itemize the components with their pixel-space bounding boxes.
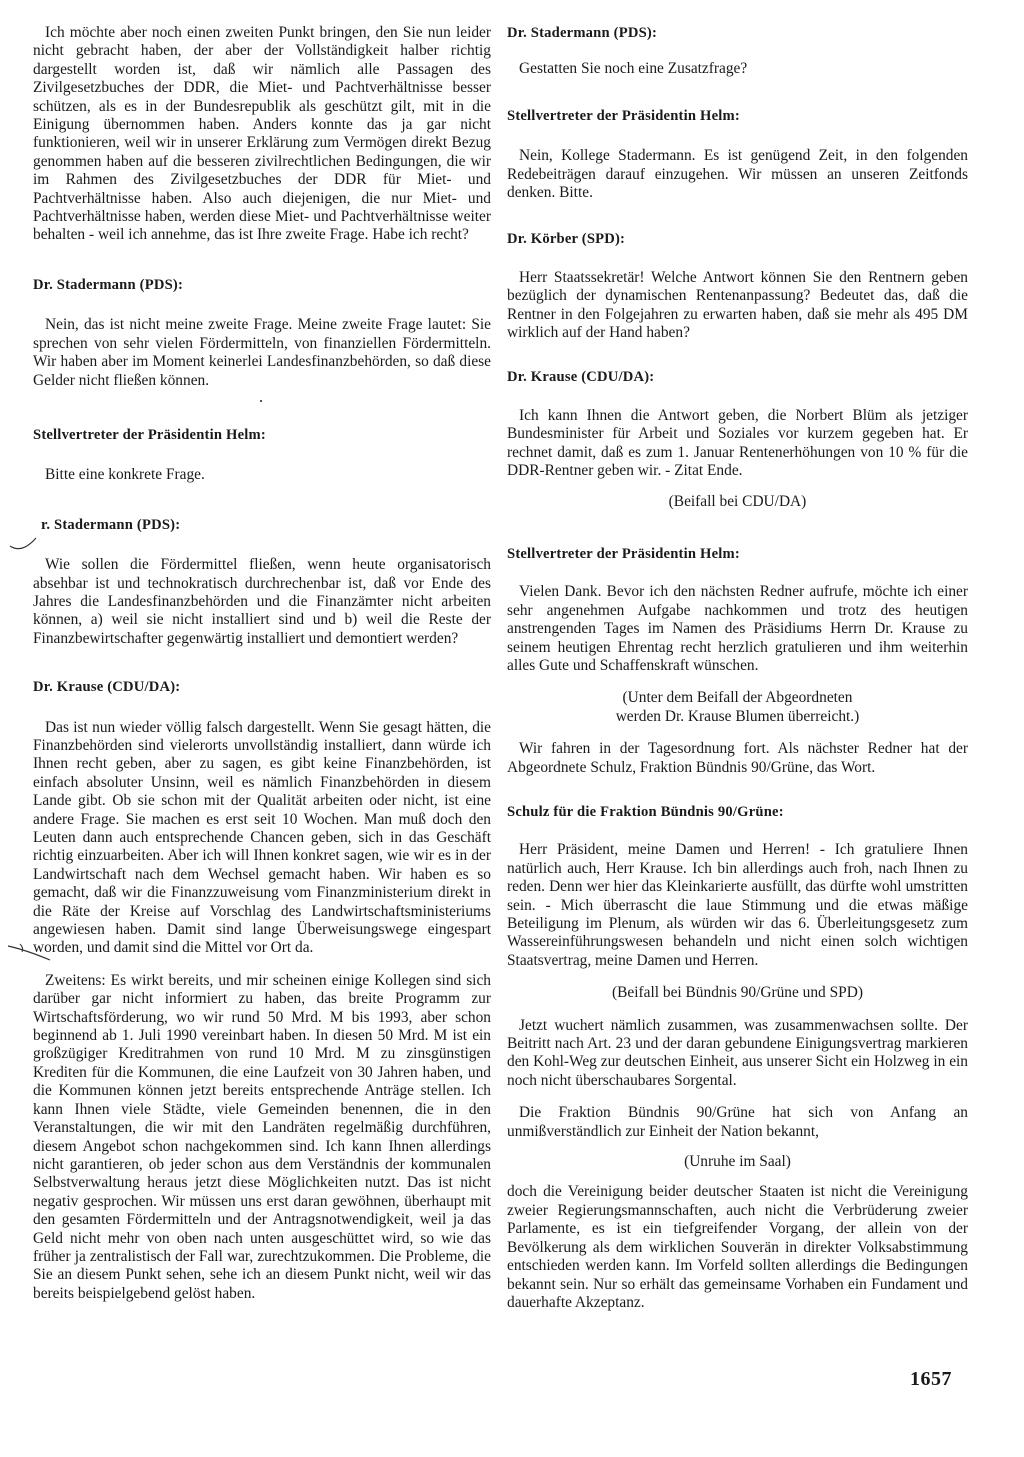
- right-column: [507, 24, 968, 1312]
- paragraph: Herr Präsident, meine Damen und Herren! - Ich gratuliere Ihnen natürlich auch, Herr Krause. Ich bin allerdings auch froh, nach Ihnen zu reden. Denn wer hier das Kleinkarierte ausfüllt, das dürfte wohl umstritten sein. - Mich überrascht die laue Stimmung und die etwas mäßige Beteiligung im Plenum, als würden wir das 6. Überleitungsgesetz zum Wassereinführungswesen behandeln und nicht einen solch wichtigen Staatsvertrag, meine Damen und Herren.: [507, 841, 968, 969]
- speaker-heading: Dr. Krause (CDU/DA):: [33, 679, 181, 696]
- paragraph: Herr Staatssekretär! Welche Antwort können Sie den Rentnern geben bezüglich der dynamischen Rentenanpassung? Bedeutet das, daß die Rentner in den Folgejahren zu erwarten haben, daß sie mehr als 495 DM wirklich auf der Hand haben?: [507, 268, 968, 342]
- paragraph: Das ist nun wieder völlig falsch dargestellt. Wenn Sie gesagt hätten, die Finanzbehörden sind vielerorts unvollständig installiert, dann würde ich Ihnen recht geben, aber zu sagen, es gibt keine Finanzbehörden, ist einfach absoluter Unsinn, weil es nämlich Finanzbehörden in diesem Lande gibt. Ob sie schon mit der Qualität arbeiten oder nicht, ist eine andere Frage. Sie machen es erst seit 10 Wochen. Man muß doch den Leuten dann auch entsprechende Chancen geben, sich in das Geschäft richtig einzuarbeiten. Aber ich will Ihnen konkret sagen, wie wir es in der Landwirtschaft nach dem Wechsel gemacht haben. Wir haben es so gemacht, daß wir die Finanzzuweisung vom Finanzministerium direkt in die Räte der Kreise auf Vorschlag des Landwirtschaftsministeriums angewiesen haben. Damit sind lange Überweisungswege eingespart worden, und damit sind die Mittel vor Ort da.: [33, 718, 491, 957]
- speck: [260, 400, 262, 402]
- left-column: [33, 24, 491, 1303]
- pen-mark-icon: [6, 942, 52, 964]
- stage-direction: werden Dr. Krause Blumen überreicht.): [615, 707, 860, 725]
- speaker-heading: Schulz für die Fraktion Bündnis 90/Grüne:: [507, 803, 784, 820]
- paragraph: Wir fahren in der Tagesordnung fort. Als nächster Redner hat der Abgeordnete Schulz, Fraktion Bündnis 90/Grüne, das Wort.: [507, 740, 968, 776]
- speaker-heading: Dr. Krause (CDU/DA):: [507, 369, 655, 386]
- speaker-heading: r. Stadermann (PDS):: [41, 516, 181, 533]
- paragraph: Nein, Kollege Stadermann. Es ist genügend Zeit, in den folgenden Redebeiträgen darauf einzugehen. Wir müssen an unseren Zeitfonds denken. Bitte.: [507, 147, 968, 202]
- paragraph: Wie sollen die Fördermittel fließen, wenn heute organisatorisch absehbar ist und technokratisch durchrechenbar ist, daß vor Ende des Jahres die Landesfinanzbehörden und die Finanzämter nicht arbeiten können, a) weil sie nicht installiert sind und b) weil die Reste der Finanzbewirtschafter gegenwärtig installiert und demontiert werden?: [33, 556, 491, 647]
- page-number: 1657: [910, 1368, 952, 1390]
- stage-direction: (Beifall bei CDU/DA): [668, 492, 807, 510]
- paragraph: Jetzt wuchert nämlich zusammen, was zusammenwachsen sollte. Der Beitritt nach Art. 23 und der daran gebundene Einigungsvertrag markieren den Kohl-Weg zur deutschen Einheit, aus unserer Sicht ein Holzweg in ein noch nicht überschaubares Sorgental.: [507, 1016, 968, 1089]
- stage-direction: (Unter dem Beifall der Abgeordneten: [622, 689, 853, 707]
- speaker-heading: Dr. Stadermann (PDS):: [33, 276, 184, 293]
- paragraph: Ich kann Ihnen die Antwort geben, die Norbert Blüm als jetziger Bundesminister für Arbeit und Soziales vor kurzem gegeben hat. Er rechnet damit, daß es zum 1. Januar Rentenerhöhungen von 10 % für die DDR-Rentner geben wir. - Zitat Ende.: [507, 406, 968, 480]
- paragraph: doch die Vereinigung beider deutscher Staaten ist nicht die Vereinigung zweier Regierungsmannschaften, auch nicht die Verbrüderung zweier Parlamente, es ist ein tiefgreifender Vorgang, der allein von der Bevölkerung als dem wirklichen Souverän in direkter Volksabstimmung entschieden werden kann. Im Vorfeld sollten allerdings die Bedingungen bekannt sein. Nur so erhält das gemeinsame Vorhaben ein Fundament und dauerhafte Akzeptanz.: [507, 1183, 968, 1311]
- paragraph: Zweitens: Es wirkt bereits, und mir scheinen einige Kollegen sind sich darüber gar nicht informiert zu haben, das breite Programm zur Wirtschaftsförderung, wo wir rund 50 Mrd. M bis 1993, aber schon beginnend ab 1. Juli 1990 vereinbart haben. In diesen 50 Mrd. M ist ein großzügiger Kreditrahmen von rund 10 Mrd. M zu zinsgünstigen Krediten für die Kommunen, die eine Laufzeit von 30 Jahren haben, und die Kommunen können jetzt bereits entsprechende Anträge stellen. Ich kann Ihnen viele Städte, viele Gemeinden benennen, die in den Veranstaltungen, die wir mit den Landräten regelmäßig durchführen, diesem Angebot schon nachgekommen sind. Ich kann Ihnen allerdings nicht garantieren, ob jeder schon aus dem Verständnis der kommunalen Selbstverwaltung heraus jetzt diese Möglichkeiten nutzt. Das ist nicht negativ gesprochen. Wir müssen uns erst daran gewöhnen, überhaupt mit den gesamten Fördermitteln und der Antragsnotwendigkeit, weil ja das Geld nicht mehr von oben nach unten ausgeschüttet wird, so wie das früher ja zentralistisch der Fall war, zurechtzukommen. Die Probleme, die Sie an diesem Punkt sehen, sehe ich an diesem Punkt nicht, weil wir das bereits beispielgebend gelöst haben.: [33, 971, 491, 1302]
- stage-direction: (Unruhe im Saal): [684, 1153, 791, 1171]
- paragraph: Gestatten Sie noch eine Zusatzfrage?: [519, 60, 748, 78]
- paragraph: Ich möchte aber noch einen zweiten Punkt bringen, den Sie nun leider nicht gebracht haben, der aber der Vollständigkeit halber richtig dargestellt worden ist, daß wir nämlich alle Passagen des Zivilgesetzbuches der DDR, die Miet- und Pachtverhältnisse besser schützen, als es in der Bundesrepublik als geschützt gilt, mit in die Einigung übernommen haben. Anders konnte das ja gar nicht funktionieren, weil wir in unserer Erklärung zum Vermögen direkt Bezug genommen haben auf die besseren zivilrechtlichen Bedingungen, die wir im Rahmen des Zivilgesetzbuches der DDR für Miet- und Pachtverhältnisse haben. Also auch diejenigen, die nur Miet- und Pachtverhältnisse haben, werden diese Miet- und Pachtverhältnisse weiter behalten - weil ich annehme, das ist Ihre zweite Frage. Habe ich recht?: [33, 24, 491, 244]
- speaker-heading: Stellvertreter der Präsidentin Helm:: [33, 426, 266, 443]
- paragraph: Die Fraktion Bündnis 90/Grüne hat sich von Anfang an unmißverständlich zur Einheit der Nation bekannt,: [507, 1104, 968, 1140]
- speaker-heading: Dr. Körber (SPD):: [507, 231, 626, 248]
- stage-direction: (Beifall bei Bündnis 90/Grüne und SPD): [612, 984, 863, 1002]
- speaker-heading: Stellvertreter der Präsidentin Helm:: [507, 107, 740, 124]
- speaker-heading: Dr. Stadermann (PDS):: [507, 25, 658, 41]
- paragraph: Vielen Dank. Bevor ich den nächsten Redner aufrufe, möchte ich einer sehr angenehmen Aufgabe nachkommen und trotz des heutigen anstrengenden Tages im Namen des Präsidiums Herrn Dr. Krause zu seinem heutigen Ehrentag recht herzlich gratulieren und ihm weiterhin alles Gute und Schaffenskraft wünschen.: [507, 583, 968, 674]
- pen-mark-icon: [8, 532, 38, 552]
- paragraph: Nein, das ist nicht meine zweite Frage. Meine zweite Frage lautet: Sie sprechen von sehr vielen Fördermitteln, von finanziellen Fördermitteln. Wir haben aber im Moment keinerlei Landesfinanzbehörden, so daß diese Gelder nicht fließen können.: [33, 316, 491, 389]
- paragraph: Bitte eine konkrete Frage.: [45, 466, 205, 484]
- speaker-heading: Stellvertreter der Präsidentin Helm:: [507, 545, 740, 562]
